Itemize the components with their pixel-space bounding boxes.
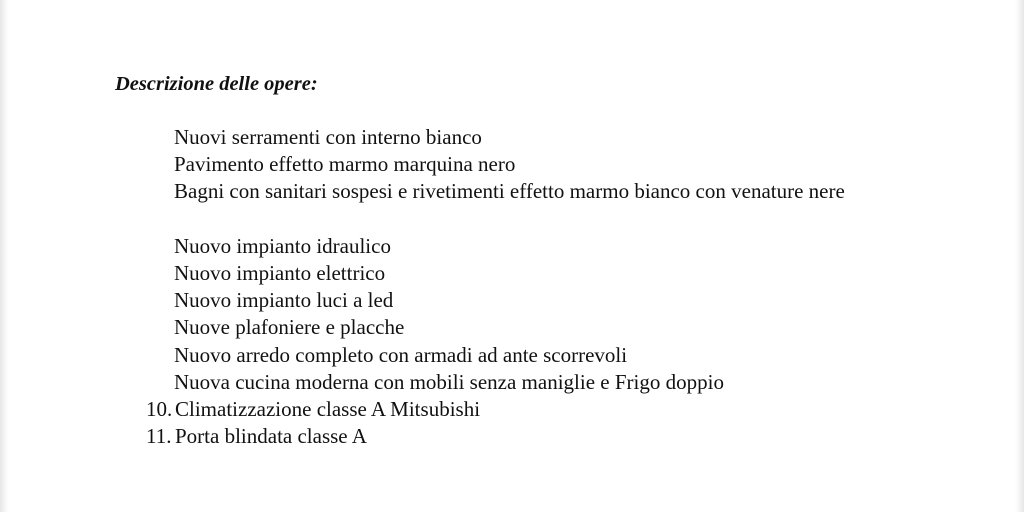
item-text: Nuove plafoniere e placche: [174, 315, 405, 340]
item-text: Pavimento effetto marmo marquina nero: [174, 152, 516, 177]
page-edge-left: [0, 0, 9, 512]
item-text: Nuovo impianto elettrico: [174, 260, 386, 285]
item-text: Bagni con sanitari sospesi e rivetimenti effetto marmo bianco con venature nere: [174, 179, 845, 204]
item-text: Nuova cucina moderna con mobili senza maniglie e Frigo doppio: [174, 369, 724, 394]
item-number: 10.: [146, 396, 173, 421]
section-heading: Descrizione delle opere:: [115, 73, 318, 95]
item-text: Nuovo arredo completo con armadi ad ante scorrevoli: [174, 342, 628, 367]
item-text: Nuovo impianto idraulico: [174, 233, 391, 258]
item-text: Nuovo impianto luci a led: [174, 288, 394, 313]
page-edge-right: [1015, 0, 1024, 512]
item-number: 11.: [146, 424, 172, 449]
item-text: Nuovi serramenti con interno bianco: [174, 125, 482, 149]
item-text: Porta blindata classe A: [175, 424, 367, 449]
item-text: Climatizzazione classe A Mitsubishi: [175, 396, 481, 421]
